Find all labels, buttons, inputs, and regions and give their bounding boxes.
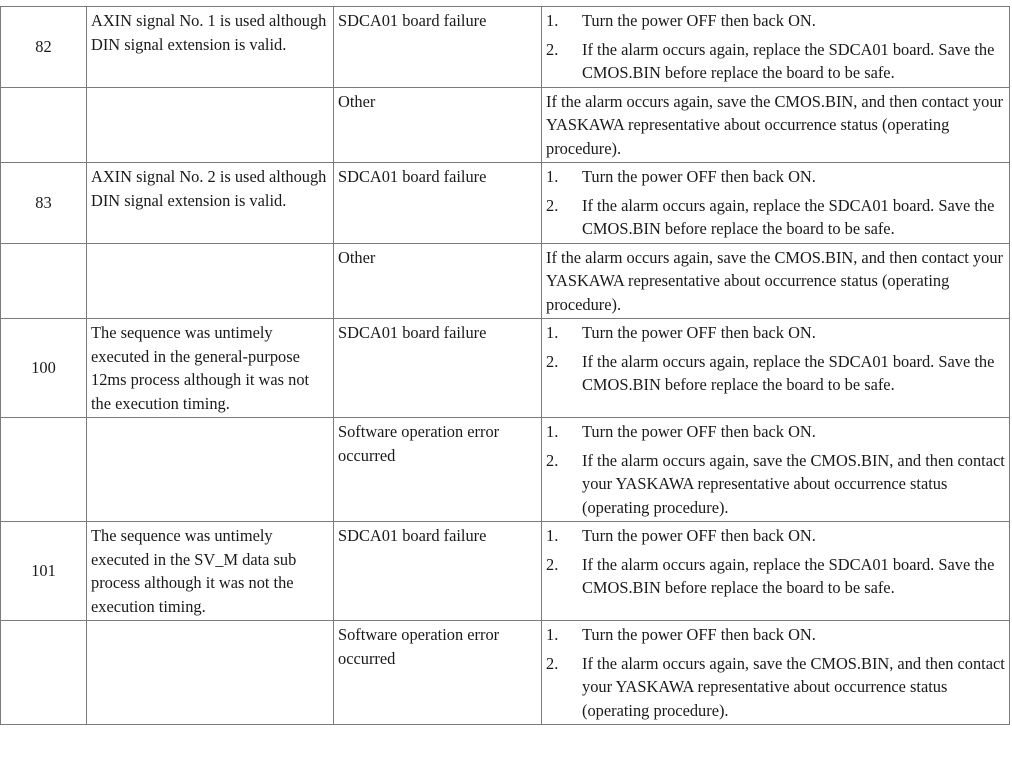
alarm-meaning-cell: AXIN signal No. 1 is used although DIN signal extension is valid. <box>87 7 334 88</box>
step-text: If the alarm occurs again, replace the SDCA01 board. Save the CMOS.BIN before replace the board to be safe. <box>582 351 995 394</box>
remedy-cell <box>542 7 1010 88</box>
cause-cell: Other <box>334 243 542 319</box>
alarm-code-cell: 82 <box>1 7 87 88</box>
remedy-cell <box>542 418 1010 522</box>
alarm-table-body <box>1 7 1010 725</box>
alarm-meaning-cell <box>87 418 334 522</box>
remedy-cell <box>542 621 1010 725</box>
remedy-step <box>546 652 1005 723</box>
step-text: Turn the power OFF then back ON. <box>582 167 816 186</box>
remedy-cell <box>542 319 1010 418</box>
table-row <box>1 621 1010 725</box>
alarm-code-cell <box>1 87 87 163</box>
remedy-step <box>546 449 1005 520</box>
remedy-step <box>546 38 1005 85</box>
cause-cell: SDCA01 board failure <box>334 7 542 88</box>
cause-cell: SDCA01 board failure <box>334 319 542 418</box>
cause-cell: SDCA01 board failure <box>334 163 542 244</box>
table-row <box>1 87 1010 163</box>
step-text: If the alarm occurs again, replace the SDCA01 board. Save the CMOS.BIN before replace the board to be safe. <box>582 554 995 597</box>
alarm-code-cell: 101 <box>1 522 87 621</box>
cause-cell: Other <box>334 87 542 163</box>
remedy-steps <box>546 623 1005 722</box>
table-row <box>1 319 1010 418</box>
table-row <box>1 163 1010 244</box>
step-number: 2. <box>546 39 559 59</box>
remedy-step <box>546 553 1005 600</box>
alarm-meaning-cell <box>87 621 334 725</box>
step-number: 2. <box>546 195 559 215</box>
remedy-step <box>546 321 1005 345</box>
remedy-step <box>546 350 1005 397</box>
table-row <box>1 7 1010 88</box>
alarm-code-cell <box>1 621 87 725</box>
alarm-code-cell: 100 <box>1 319 87 418</box>
step-text: Turn the power OFF then back ON. <box>582 11 816 30</box>
step-number: 1. <box>546 422 559 441</box>
alarm-meaning-cell: The sequence was untimely executed in the general-purpose 12ms process although it was not the execution timing. <box>87 319 334 418</box>
table-row <box>1 418 1010 522</box>
step-number: 1. <box>546 323 559 342</box>
remedy-step <box>546 420 1005 444</box>
cause-cell: SDCA01 board failure <box>334 522 542 621</box>
step-number: 1. <box>546 167 559 186</box>
remedy-text: If the alarm occurs again, save the CMOS.BIN, and then contact your YASKAWA representative about occurrence status (operating procedure). <box>546 247 1003 314</box>
remedy-step <box>546 165 1005 189</box>
remedy-step <box>546 9 1005 33</box>
step-number: 2. <box>546 653 559 673</box>
remedy-steps <box>546 420 1005 519</box>
remedy-step <box>546 623 1005 647</box>
alarm-meaning-cell <box>87 243 334 319</box>
alarm-meaning-cell: The sequence was untimely executed in the SV_M data sub process although it was not the execution timing. <box>87 522 334 621</box>
step-text: If the alarm occurs again, replace the SDCA01 board. Save the CMOS.BIN before replace the board to be safe. <box>582 39 995 82</box>
remedy-step <box>546 194 1005 241</box>
remedy-cell <box>542 163 1010 244</box>
remedy-step <box>546 524 1005 548</box>
step-number: 2. <box>546 450 559 470</box>
remedy-cell <box>542 243 1010 319</box>
remedy-steps <box>546 165 1005 241</box>
step-number: 1. <box>546 11 559 30</box>
step-text: Turn the power OFF then back ON. <box>582 323 816 342</box>
alarm-code-cell <box>1 243 87 319</box>
alarm-code-cell: 83 <box>1 163 87 244</box>
remedy-steps <box>546 524 1005 600</box>
table-row <box>1 522 1010 621</box>
remedy-cell <box>542 87 1010 163</box>
step-text: If the alarm occurs again, save the CMOS.BIN, and then contact your YASKAWA representative about occurrence status (operating procedure). <box>582 653 1005 720</box>
cause-cell: Software operation error occurred <box>334 418 542 522</box>
step-number: 2. <box>546 351 559 371</box>
table-row <box>1 243 1010 319</box>
step-text: If the alarm occurs again, replace the SDCA01 board. Save the CMOS.BIN before replace the board to be safe. <box>582 195 995 238</box>
step-text: Turn the power OFF then back ON. <box>582 625 816 644</box>
step-text: If the alarm occurs again, save the CMOS.BIN, and then contact your YASKAWA representative about occurrence status (operating procedure). <box>582 450 1005 517</box>
remedy-text: If the alarm occurs again, save the CMOS.BIN, and then contact your YASKAWA representative about occurrence status (operating procedure). <box>546 91 1003 158</box>
cause-cell: Software operation error occurred <box>334 621 542 725</box>
alarm-table <box>0 6 1010 725</box>
step-number: 1. <box>546 625 559 644</box>
step-number: 2. <box>546 554 559 574</box>
alarm-meaning-cell: AXIN signal No. 2 is used although DIN signal extension is valid. <box>87 163 334 244</box>
step-text: Turn the power OFF then back ON. <box>582 526 816 545</box>
alarm-code-cell <box>1 418 87 522</box>
remedy-steps <box>546 321 1005 397</box>
alarm-meaning-cell <box>87 87 334 163</box>
remedy-steps <box>546 9 1005 85</box>
step-text: Turn the power OFF then back ON. <box>582 422 816 441</box>
remedy-cell <box>542 522 1010 621</box>
step-number: 1. <box>546 526 559 545</box>
